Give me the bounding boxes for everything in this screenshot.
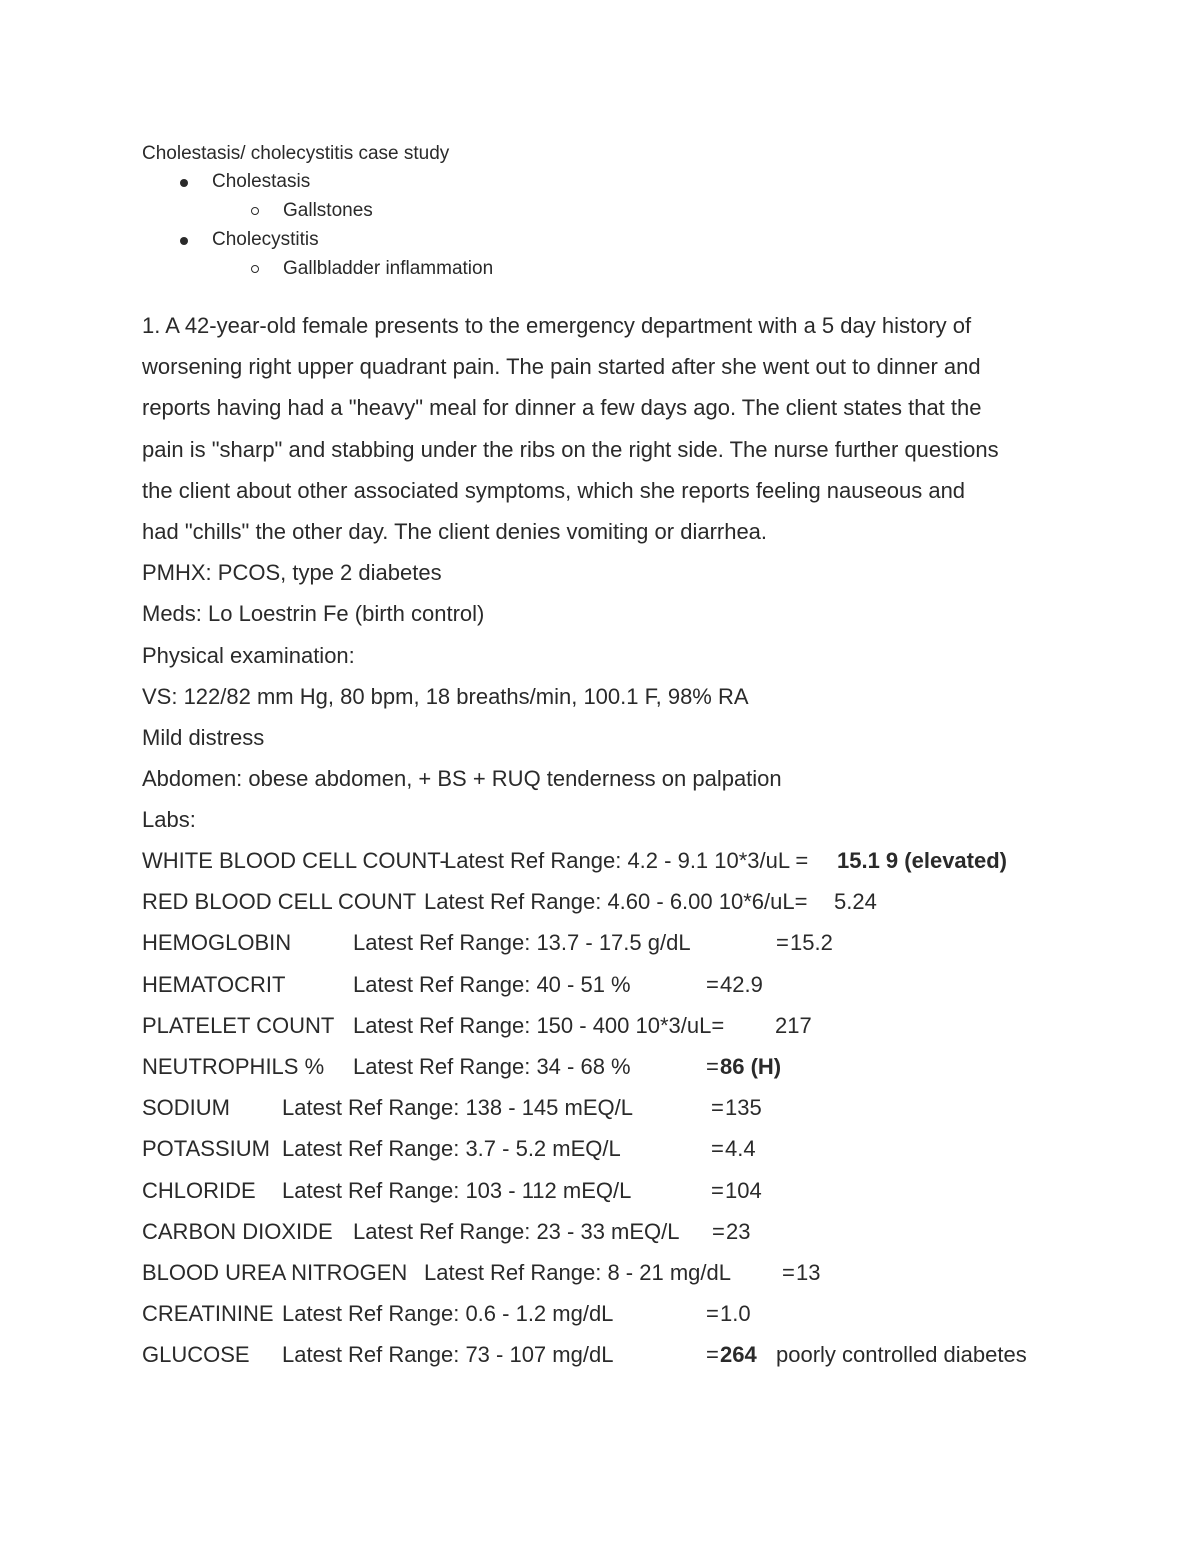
outline-item-text: Gallbladder inflammation — [283, 258, 494, 279]
lab-name: CARBON DIOXIDE — [142, 1218, 333, 1244]
lab-range: Latest Ref Range: 138 - 145 mEQ/L — [282, 1095, 633, 1121]
lab-equals: = — [711, 1095, 724, 1121]
lab-equals: = — [711, 1136, 724, 1162]
lab-name: GLUCOSE — [142, 1342, 250, 1368]
bullet-circle-icon — [251, 207, 259, 215]
lab-name: NEUTROPHILS % — [142, 1053, 325, 1079]
lab-value: 15.2 — [790, 930, 833, 956]
lab-value: 135 — [725, 1095, 762, 1121]
lab-range: Latest Ref Range: 23 - 33 mEQ/L — [353, 1218, 680, 1244]
lab-name: PLATELET COUNT — [142, 1012, 335, 1038]
outline-item — [142, 257, 493, 286]
case-line: had "chills" the other day. The client denies vomiting or diarrhea. — [142, 519, 768, 545]
lab-range: Latest Ref Range: 150 - 400 10*3/uL= — [353, 1012, 725, 1038]
lab-value: 264 — [720, 1342, 757, 1368]
lab-value: 15.1 9 (elevated) — [837, 848, 1007, 873]
bullet-disc-icon — [180, 179, 188, 187]
lab-range: Latest Ref Range: 4.60 - 6.00 10*6/uL= — [424, 889, 808, 915]
lab-value: 5.24 — [834, 889, 877, 915]
history-line: Mild distress — [142, 725, 265, 751]
history-line: Meds: Lo Loestrin Fe (birth control) — [142, 601, 485, 627]
history-line: VS: 122/82 mm Hg, 80 bpm, 18 breaths/min, 100.1 F, 98% RA — [142, 683, 749, 709]
history-line: Physical examination: — [142, 642, 355, 668]
outline-item-text: Gallstones — [283, 200, 373, 221]
lab-name: SODIUM — [142, 1095, 230, 1121]
outline-item — [142, 199, 493, 228]
lab-value: 13 — [796, 1259, 821, 1285]
case-body — [142, 305, 1072, 841]
case-line: worsening right upper quadrant pain. The pain started after she went out to dinner and — [142, 354, 981, 380]
lab-name: POTASSIUM — [142, 1136, 270, 1162]
lab-range: Latest Ref Range: 73 - 107 mg/dL — [282, 1342, 614, 1368]
outline-list — [142, 170, 493, 286]
lab-value: 42.9 — [720, 971, 763, 997]
history-line: Labs: — [142, 807, 196, 833]
lab-equals: = — [706, 971, 719, 997]
lab-name: RED BLOOD CELL COUNT — [142, 889, 417, 915]
lab-equals: = — [782, 1259, 795, 1285]
bullet-circle-icon — [251, 265, 259, 273]
lab-equals: = — [776, 930, 789, 956]
outline-item — [142, 228, 493, 257]
lab-range: Latest Ref Range: 0.6 - 1.2 mg/dL — [282, 1301, 614, 1327]
outline-item-text: Cholestasis — [212, 171, 311, 192]
case-line: pain is "sharp" and stabbing under the ribs on the right side. The nurse further questions — [142, 436, 999, 462]
bullet-disc-icon — [180, 237, 188, 245]
history-line: PMHX: PCOS, type 2 diabetes — [142, 560, 442, 586]
lab-value: 1.0 — [720, 1301, 751, 1327]
lab-value: 217 — [775, 1012, 812, 1038]
lab-range: Latest Ref Range: 4.2 - 9.1 10*3/uL = — [444, 848, 809, 873]
document-title: Cholestasis/ cholecystitis case study — [142, 143, 450, 164]
lab-value: 4.4 — [725, 1136, 756, 1162]
lab-name: HEMATOCRIT — [142, 971, 286, 997]
lab-name: HEMOGLOBIN — [142, 930, 292, 956]
lab-equals: = — [706, 1053, 719, 1079]
case-line: reports having had a "heavy" meal for dinner a few days ago. The client states that the — [142, 395, 982, 421]
lab-range: Latest Ref Range: 8 - 21 mg/dL — [424, 1259, 731, 1285]
lab-value: 104 — [725, 1177, 762, 1203]
lab-name: CREATININE — [142, 1301, 274, 1327]
lab-note: poorly controlled diabetes — [776, 1342, 1027, 1368]
lab-name: BLOOD UREA NITROGEN — [142, 1259, 408, 1285]
lab-equals: = — [712, 1218, 725, 1244]
lab-equals: = — [706, 1342, 719, 1368]
lab-name: WHITE BLOOD CELL COUNT- — [142, 848, 447, 873]
case-line: the client about other associated symptoms, which she reports feeling nauseous and — [142, 477, 966, 503]
outline-item-text: Cholecystitis — [212, 229, 319, 250]
lab-range: Latest Ref Range: 103 - 112 mEQ/L — [282, 1177, 632, 1203]
lab-range: Latest Ref Range: 3.7 - 5.2 mEQ/L — [282, 1136, 621, 1162]
outline-item — [142, 170, 493, 199]
lab-range: Latest Ref Range: 40 - 51 % — [353, 971, 631, 997]
lab-value: 86 (H) — [720, 1053, 782, 1079]
lab-equals: = — [706, 1301, 719, 1327]
lab-range: Latest Ref Range: 13.7 - 17.5 g/dL — [353, 930, 691, 956]
history-line: Abdomen: obese abdomen, + BS + RUQ tenderness on palpation — [142, 766, 782, 792]
case-line: 1. A 42-year-old female presents to the emergency department with a 5 day history of — [142, 313, 972, 338]
lab-range: Latest Ref Range: 34 - 68 % — [353, 1053, 631, 1079]
lab-value: 23 — [726, 1218, 751, 1244]
lab-name: CHLORIDE — [142, 1177, 256, 1203]
lab-equals: = — [711, 1177, 724, 1203]
